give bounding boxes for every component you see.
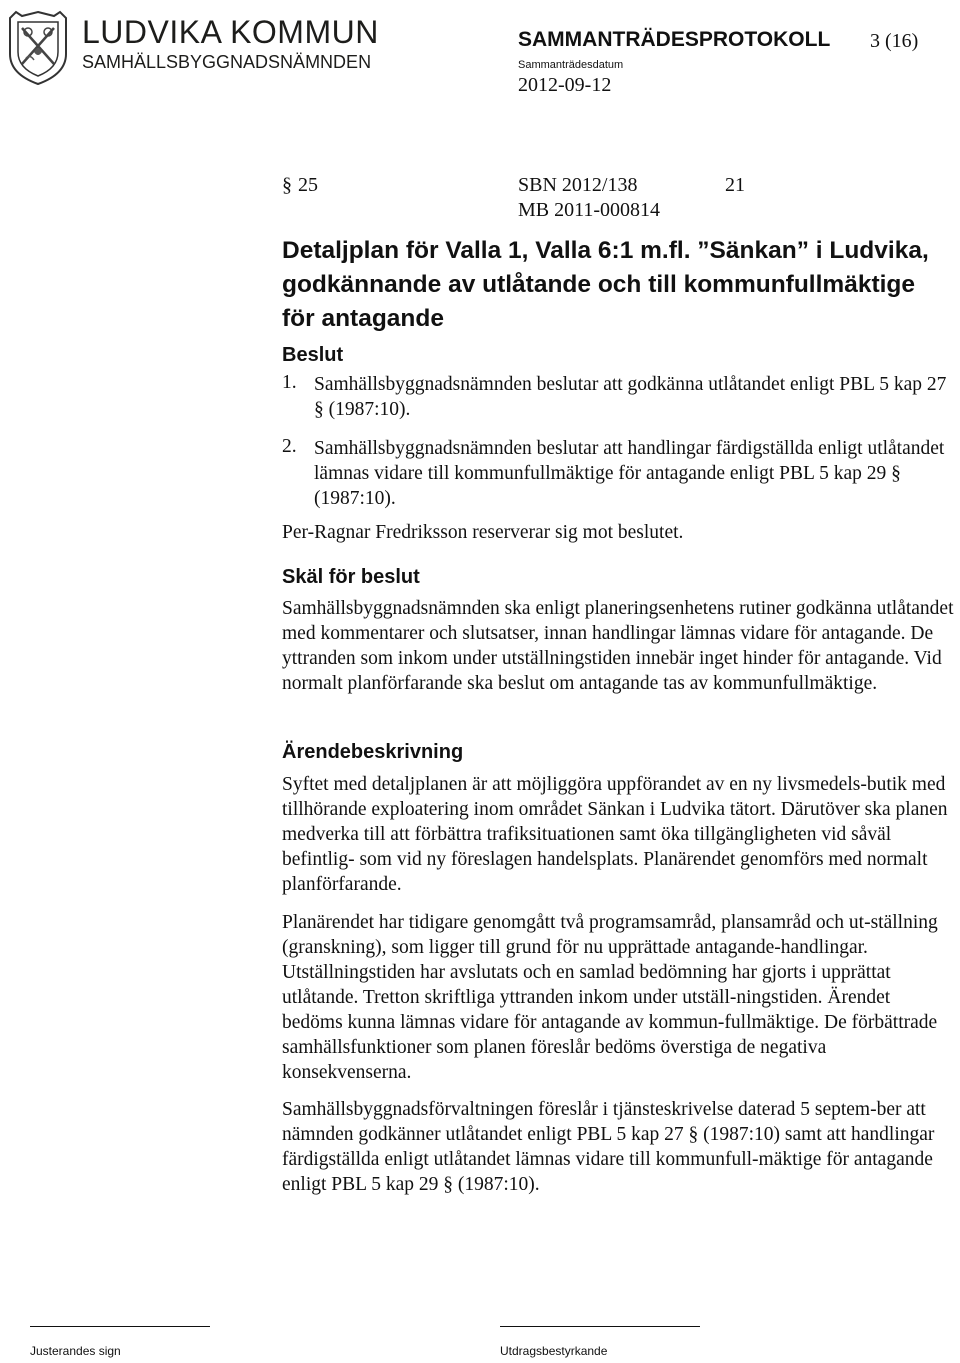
org-name: LUDVIKA KOMMUN — [82, 14, 379, 50]
section-mark: § — [282, 174, 292, 196]
document-type: SAMMANTRÄDESPROTOKOLL — [518, 28, 831, 51]
extract-label: Utdragsbestyrkande — [500, 1344, 608, 1358]
decision-point-text: Samhällsbyggnadsnämnden beslutar att handlingar färdigställda enligt utlåtandet lämnas vidare till kommunfullmäktige för antagande enligt PBL 5 kap 29 § (1987:10). — [314, 438, 945, 509]
meeting-date: 2012-09-12 — [518, 74, 612, 96]
coat-of-arms-icon — [4, 8, 72, 88]
sbn-reference: SBN 2012/138 — [518, 174, 638, 196]
signature-line — [30, 1326, 210, 1327]
signature-line — [500, 1326, 700, 1327]
department-name: SAMHÄLLSBYGGNADSNÄMNDEN — [82, 52, 372, 72]
paragraph-number: 25 — [298, 174, 318, 196]
sign-label: Justerandes sign — [30, 1344, 121, 1358]
extra-number: 21 — [725, 174, 745, 196]
decision-point-text: Samhällsbyggnadsnämnden beslutar att godkänna utlåtandet enligt PBL 5 kap 27 § (1987:10). — [314, 374, 947, 420]
description-heading: Ärendebeskrivning — [282, 741, 464, 763]
reasons-heading: Skäl för beslut — [282, 566, 420, 588]
description-paragraph: Samhällsbyggnadsförvaltningen föreslår i tjänsteskrivelse daterad 5 septem-ber att nämnden godkänner utlåtandet enligt PBL 5 kap 27 § (1987:10) samt att handlingar färdigställda enligt utlåtandet lämnas vidare till kommunfull-mäktige för antagande enligt PBL 5 kap 29 § (1987:10). — [282, 1099, 935, 1195]
reservation-note: Per-Ragnar Fredriksson reserverar sig mot beslutet. — [282, 522, 684, 543]
mb-reference: MB 2011-000814 — [518, 199, 661, 221]
decision-point-number: 2. — [282, 436, 297, 457]
decision-heading: Beslut — [282, 344, 344, 366]
reasons-text: Samhällsbyggnadsnämnden ska enligt planeringsenhetens rutiner godkänna utlåtandet med kommentarer och slutsatser, innan handlingar lämnas vidare för antagande. De yttranden som inkom under utställningstiden innebär inget hinder för antagande. Vid normalt planförfarande ska beslut om antagande tas av kommunfullmäktige. — [282, 598, 954, 694]
page-number: 3 (16) — [870, 30, 919, 52]
decision-point-number: 1. — [282, 372, 297, 393]
meeting-date-label: Sammanträdesdatum — [518, 59, 624, 71]
item-title: Detaljplan för Valla 1, Valla 6:1 m.fl. ”Sänkan” i Ludvika, godkännande av utlåtande och till kommunfullmäktige för antagande — [282, 237, 929, 332]
description-paragraph: Planärendet har tidigare genomgått två programsamråd, plansamråd och ut-ställning (granskning), som ligger till grund för nu upprättade antagande-handlingar. Utställningstiden har avslutats och en samlad bedömning har gjorts i upprättat utlåtande. Tretton skriftliga yttranden inkom under utställ-ningstiden. Ärendet bedöms kunna lämnas vidare för antagande av kommun-fullmäktige. De förbättrade samhällsfunktioner som planen föreslår bedöms överstiga de negativa konsekvenserna. — [282, 912, 938, 1083]
description-paragraph: Syftet med detaljplanen är att möjliggöra uppförandet av en ny livsmedels-butik med tillhörande exploatering inom området Sänkan i Ludvika tätort. Därutöver ska planen medverka till att förbättra trafiksituationen samt öka tillgängligheten vid såväl befintlig- som vid ny föreslagen handelsplats. Planärendet genomförs med normalt planförfarande. — [282, 774, 948, 895]
